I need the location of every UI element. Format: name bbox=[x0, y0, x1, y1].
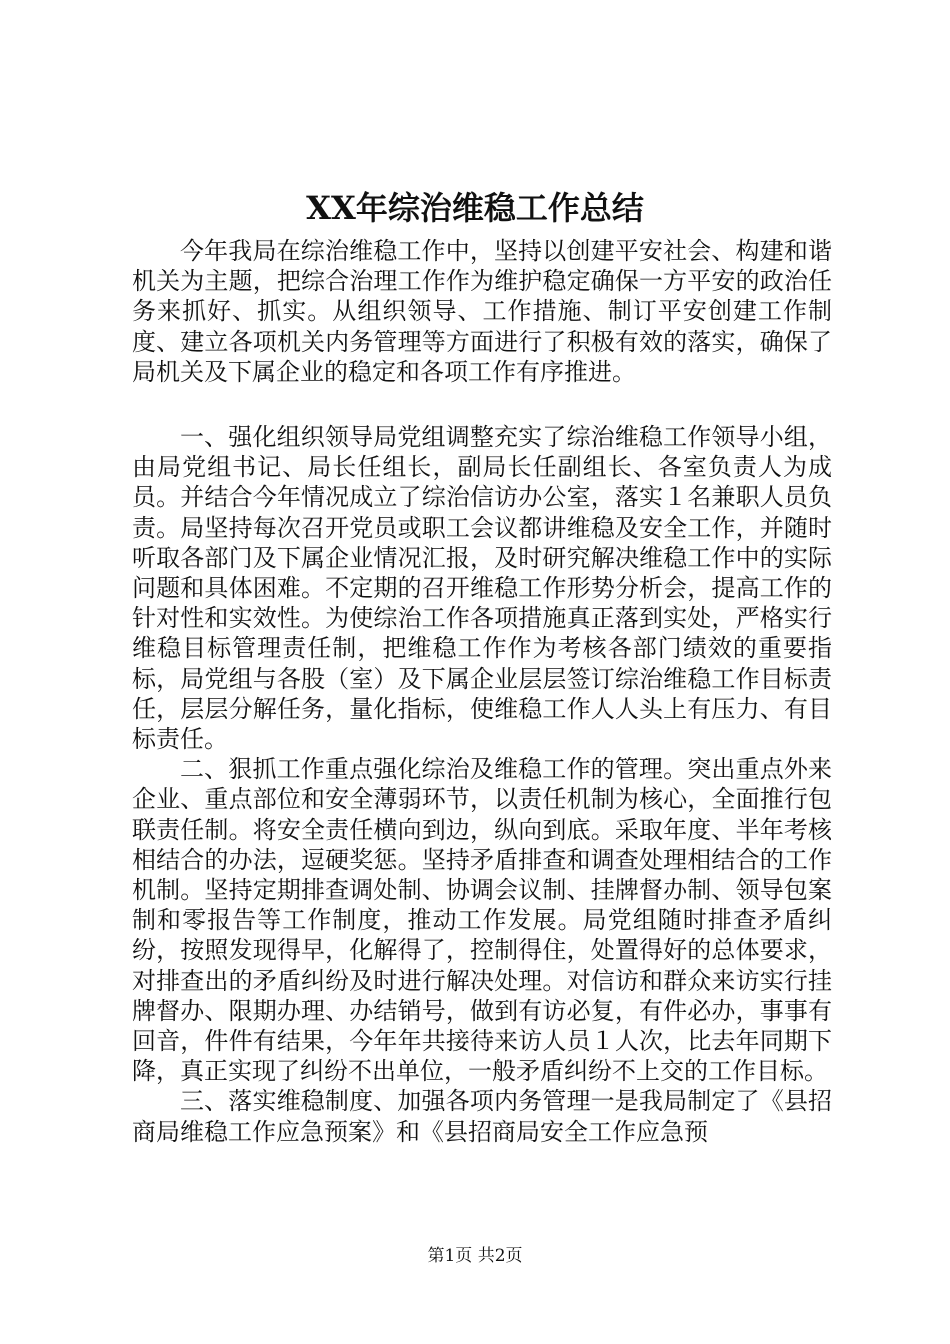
intro-block bbox=[132, 236, 832, 387]
section-2-paragraph: 二、狠抓工作重点强化综治及维稳工作的管理。突出重点外来企业、重点部位和安全薄弱环节，以责任机制为核心，全面推行包联责任制。将安全责任横向到边，纵向到底。采取年度、半年考核相结合的办法，逗硬奖惩。坚持矛盾排查和调查处理相结合的工作机制。坚持定期排查调处制、协调会议制、挂牌督办制、领导包案制和零报告等工作制度，推动工作发展。局党组随时排查矛盾纠纷，按照发现得早，化解得了，控制得住，处置得好的总体要求，对排查出的矛盾纠纷及时进行解决处理。对信访和群众来访实行挂牌督办、限期办理、办结销号，做到有访必复，有件必办，事事有回音，件件有结果，今年年共接待来访人员１人次，比去年同期下降，真正实现了纠纷不出单位，一般矛盾纠纷不上交的工作目标。 bbox=[132, 755, 832, 1086]
section-3-paragraph: 三、落实维稳制度、加强各项内务管理一是我局制定了《县招商局维稳工作应急预案》和《县招商局安全工作应急预 bbox=[132, 1087, 832, 1146]
sections-block bbox=[132, 422, 832, 1147]
section-1-paragraph: 一、强化组织领导局党组调整充实了综治维稳工作领导小组，由局党组书记、局长任组长，副局长任副组长、各室负责人为成员。并结合今年情况成立了综治信访办公室，落实１名兼职人员负责。局坚持每次召开党员或职工会议都讲维稳及安全工作，并随时听取各部门及下属企业情况汇报，及时研究解决维稳工作中的实际问题和具体困难。不定期的召开维稳工作形势分析会，提高工作的针对性和实效性。为使综治工作各项措施真正落到实处，严格实行维稳目标管理责任制，把维稳工作作为考核各部门绩效的重要指标，局党组与各股（室）及下属企业层层签订综治维稳工作目标责任，层层分解任务，量化指标，使维稳工作人人头上有压力、有目标责任。 bbox=[132, 423, 832, 754]
page-number-footer: 第1页 共2页 bbox=[427, 1246, 523, 1266]
intro-paragraph: 今年我局在综治维稳工作中，坚持以创建平安社会、构建和谐机关为主题，把综合治理工作作为维护稳定确保一方平安的政治任务来抓好、抓实。从组织领导、工作措施、制订平安创建工作制度、建立各项机关内务管理等方面进行了积极有效的落实，确保了局机关及下属企业的稳定和各项工作有序推进。 bbox=[132, 237, 832, 386]
document-title: XX年综治维稳工作总结 bbox=[306, 189, 644, 227]
